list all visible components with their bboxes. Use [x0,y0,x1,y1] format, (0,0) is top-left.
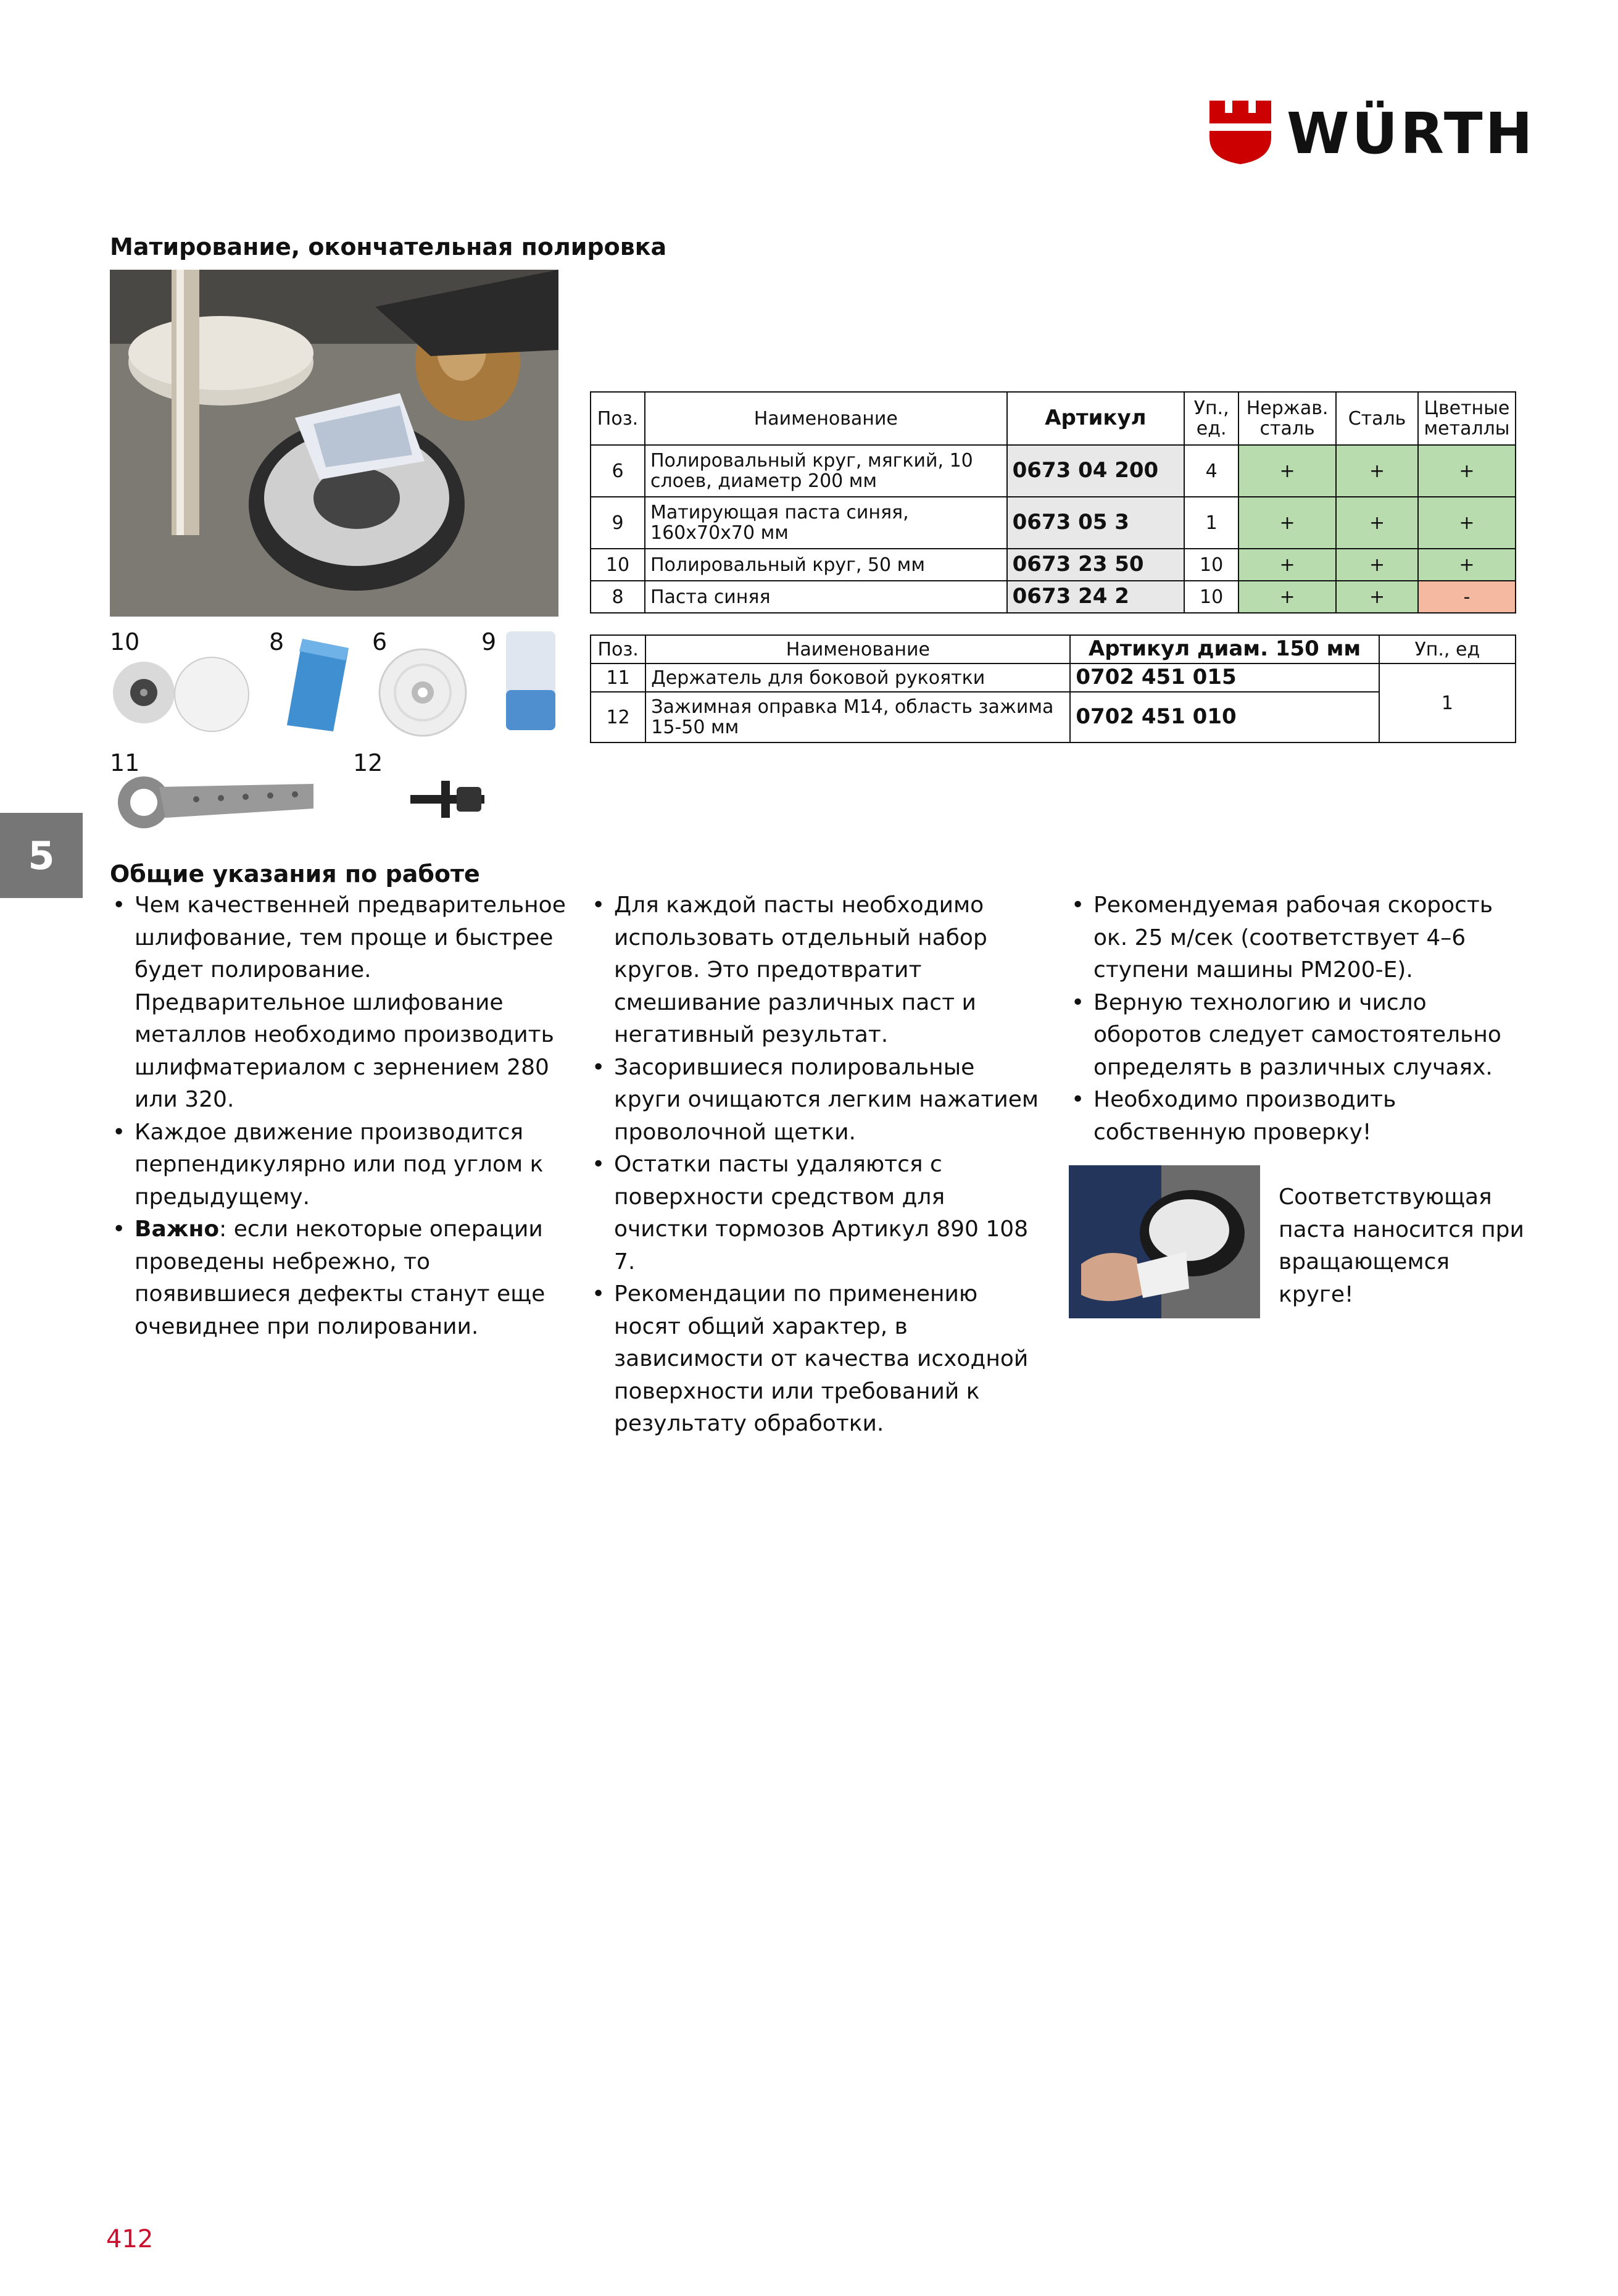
clamping-mandrel-image [407,772,494,827]
polishing-disc-50-image [110,654,264,734]
page-number: 412 [106,2225,154,2253]
table-row [591,581,1516,613]
header-pos: Поз. [591,392,645,445]
cell-article: 0702 451 010 [1070,692,1379,742]
section-title: Матирование, окончательная полировка [110,233,667,260]
cell-steel: + [1336,549,1418,581]
cell-name: Паста синяя [645,581,1007,613]
cell-article: 0702 451 015 [1070,663,1379,692]
instructions-column-2 [589,889,1046,1441]
header-pos: Поз. [591,635,645,663]
list-item: • Верную технологию и число оборотов следует самостоятельно определять в различных случаях. [1069,987,1522,1084]
cell-pos: 11 [591,663,645,692]
header-name: Наименование [645,635,1070,663]
cell-name: Держатель для боковой рукоятки [645,663,1070,692]
cell-pack: 10 [1184,581,1238,613]
cell-nonferrous: + [1418,445,1516,497]
cell-nonferrous: - [1418,581,1516,613]
cell-article: 0673 23 50 [1007,549,1185,581]
cell-pos: 12 [591,692,645,742]
cell-pack: 4 [1184,445,1238,497]
cell-article: 0673 04 200 [1007,445,1185,497]
soft-polishing-wheel-image [373,645,472,738]
cell-steel: + [1336,497,1418,549]
matting-paste-image [500,628,562,739]
table-row [591,663,1516,692]
product-table-2 [590,634,1516,743]
cell-pos: 10 [591,549,645,581]
application-photo [1069,1165,1260,1318]
important-label: Важно [135,1217,220,1242]
blue-paste-image [278,633,358,738]
product-number-9: 9 [481,628,497,655]
table-row [591,445,1516,497]
cell-article: 0673 05 3 [1007,497,1185,549]
general-title: Общие указания по работе [110,860,480,888]
cell-nonferrous: + [1418,549,1516,581]
brand-name: WÜRTH [1287,101,1535,167]
product-number-10: 10 [110,628,140,655]
table-row [591,692,1516,742]
important-text: : если некоторые операции проведены небрежно, то появившиеся дефекты станут еще очевиднее при полировании. [135,1217,546,1339]
instructions-column-1 [110,889,566,1343]
table-row [591,497,1516,549]
header-pack: Уп., ед. [1184,392,1238,445]
header-pack: Уп., ед [1379,635,1516,663]
product-number-11: 11 [110,749,140,776]
list-item: • Для каждой пасты необходимо использовать отдельный набор кругов. Это предотвратит смешивание различных паст и негативный результат. [589,889,1046,1052]
cell-name: Полировальный круг, мягкий, 10 слоев, диаметр 200 мм [645,445,1007,497]
cell-pack: 1 [1184,497,1238,549]
cell-stainless: + [1238,497,1336,549]
cell-pack: 1 [1379,663,1516,742]
list-item: • Засорившиеся полировальные круги очищаются легким нажатием проволочной щетки. [589,1052,1046,1149]
cell-stainless: + [1238,549,1336,581]
header-name: Наименование [645,392,1007,445]
table-row [591,549,1516,581]
photo-caption: Соответствующая паста наносится при вращающемся круге! [1279,1184,1524,1307]
cell-pos: 8 [591,581,645,613]
product-number-6: 6 [372,628,388,655]
header-article: Артикул [1007,392,1185,445]
list-item: • Рекомендации по применению носят общий характер, в зависимости от качества исходной поверхности или требований к результату обработки. [589,1278,1046,1441]
list-item: • Остатки пасты удаляются с поверхности средством для очистки тормозов Артикул 890 108 7. [589,1149,1046,1278]
chapter-tab: 5 [0,813,83,898]
cell-name: Матирующая паста синяя, 160x70x70 мм [645,497,1007,549]
instructions-column-3 [1069,889,1522,1149]
product-number-8: 8 [269,628,284,655]
header-steel: Сталь [1336,392,1418,445]
list-item: • Рекомендуемая рабочая скорость ок. 25 м/сек (соответствует 4–6 ступени машины PM200-E). [1069,889,1522,987]
header-article: Артикул диам. 150 мм [1070,635,1379,663]
logo-mark-icon [1206,98,1274,165]
cell-steel: + [1336,445,1418,497]
product-number-12: 12 [353,749,383,776]
list-item: • Чем качественней предварительное шлифование, тем проще и быстрее будет полирование. Предварительное шлифование металлов необходимо производить шлифматериалом с зернением 280 или 320. [110,889,566,1117]
cell-pos: 6 [591,445,645,497]
list-item: • Каждое движение производится перпендикулярно или под углом к предыдущему. [110,1117,566,1214]
header-stainless: Нержав. сталь [1238,392,1336,445]
side-handle-holder-image [110,772,320,839]
cell-pack: 10 [1184,549,1238,581]
polishing-photo [110,270,558,617]
cell-name: Полировальный круг, 50 мм [645,549,1007,581]
wurth-logo [1206,98,1535,167]
cell-nonferrous: + [1418,497,1516,549]
cell-stainless: + [1238,445,1336,497]
cell-article: 0673 24 2 [1007,581,1185,613]
cell-pos: 9 [591,497,645,549]
product-table-1 [590,391,1516,614]
cell-name: Зажимная оправка M14, область зажима 15-50 мм [645,692,1070,742]
header-nonferrous: Цветные металлы [1418,392,1516,445]
cell-stainless: + [1238,581,1336,613]
list-item-important [110,1213,566,1343]
list-item: • Необходимо производить собственную проверку! [1069,1084,1522,1149]
cell-steel: + [1336,581,1418,613]
